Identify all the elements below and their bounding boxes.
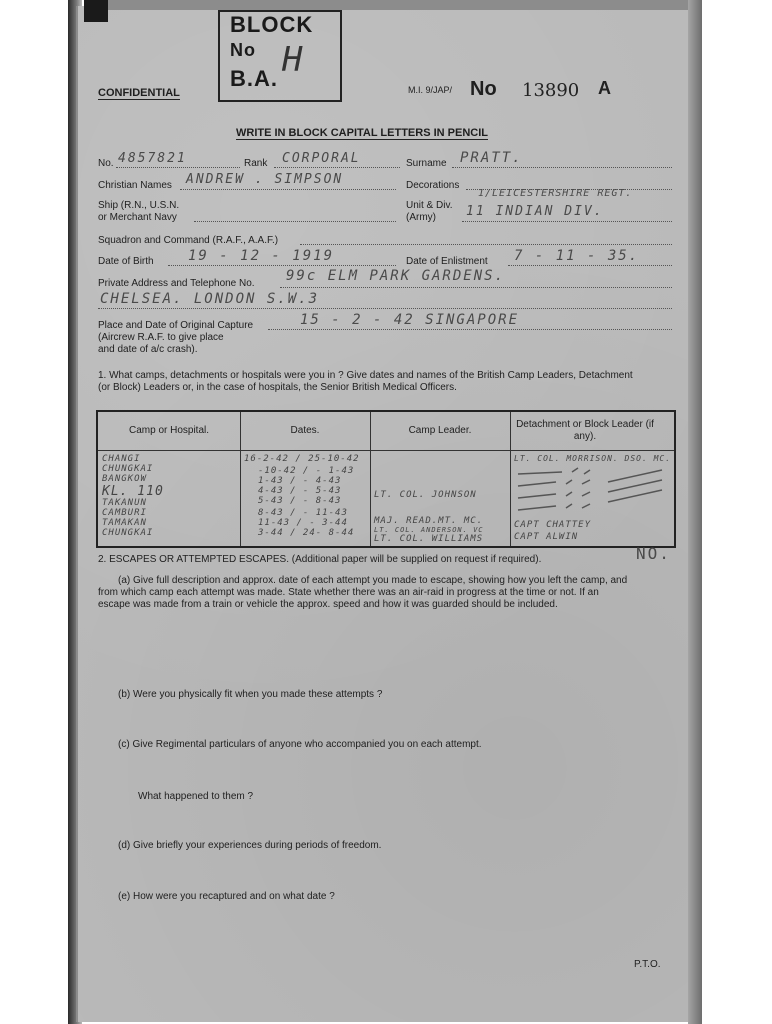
table-cell-dates: 1-43 / - 4-43 — [258, 476, 342, 486]
table-cell-camp: TAKANUN — [102, 498, 147, 508]
address-label: Private Address and Telephone No. — [98, 278, 255, 289]
mi-reference: M.I. 9/JAP/ — [408, 85, 453, 95]
question2c: (c) Give Regimental particulars of anyone who accompanied you on each attempt. — [118, 739, 482, 750]
stamp-block-text: BLOCK — [230, 12, 314, 37]
table-cell-camp: KL. 110 — [102, 484, 164, 499]
form-number: 13890 — [522, 80, 580, 101]
question2b: (b) Were you physically fit when you made these attempts ? — [118, 689, 383, 700]
pto-label: P.T.O. — [634, 959, 661, 970]
table-cell-camp: CAMBURI — [102, 508, 147, 518]
unit-value-1: 1/LEICESTERSHIRE REGT. — [478, 188, 633, 199]
question2d: (d) Give briefly your experiences during periods of freedom. — [118, 840, 382, 851]
question2e: (e) How were you recaptured and on what date ? — [118, 891, 335, 902]
surname-value: PRATT. — [460, 150, 523, 166]
table-cell-leader: LT. COL. ANDERSON. VC — [374, 526, 484, 534]
table-cell-detachment: CAPT ALWIN — [514, 532, 579, 542]
table-header-leader: Camp Leader. — [370, 412, 511, 450]
question2-heading: 2. ESCAPES OR ATTEMPTED ESCAPES. (Additional paper will be supplied on request if required). — [98, 554, 542, 565]
table-cell-camp: TAMAKAN — [102, 518, 147, 528]
christian-names-label: Christian Names — [98, 180, 172, 191]
dob-value: 19 - 12 - 1919 — [188, 248, 335, 264]
confidential-label: CONFIDENTIAL — [98, 87, 180, 99]
unit-label-2: (Army) — [406, 212, 436, 223]
christian-names-value: ANDREW . SIMPSON — [186, 172, 344, 187]
table-cell-leader: LT. COL. JOHNSON — [374, 490, 477, 500]
table-header-detachment: Detachment or Block Leader (if any). — [516, 419, 654, 442]
question2a-line3: escape was made from a train or vehicle the approx. speed and how it was guarded should be included. — [98, 599, 558, 610]
table-cell-leader: MAJ. READ.MT. MC. — [374, 516, 484, 526]
capture-label-1: Place and Date of Original Capture — [98, 320, 254, 331]
table-header-camp: Camp or Hospital. — [98, 412, 241, 450]
rank-label: Rank — [244, 158, 268, 169]
handwritten-dittos — [512, 466, 670, 516]
table-cell-dates: 16-2-42 / 25-10-42 — [244, 454, 360, 464]
camps-table — [96, 410, 676, 548]
table-cell-dates: 5-43 / - 8-43 — [258, 496, 342, 506]
dob-label: Date of Birth — [98, 256, 154, 267]
no-label: No. — [98, 158, 114, 169]
squadron-label: Squadron and Command (R.A.F., A.A.F.) — [98, 235, 279, 246]
scan-corner — [84, 0, 108, 22]
enlistment-label: Date of Enlistment — [406, 256, 488, 267]
table-cell-detachment: CAPT CHATTEY — [514, 520, 592, 530]
paper-top-edge — [90, 0, 700, 10]
capture-label-3: and date of a/c crash). — [98, 344, 198, 355]
form-suffix: A — [598, 78, 611, 98]
stamp-ba-text: B.A. — [230, 66, 278, 91]
table-cell-camp: CHANGI — [102, 454, 141, 464]
question1-line1: 1. What camps, detachments or hospitals were you in ? Give dates and names of the British Camp Leaders, Detachment — [98, 370, 633, 381]
question1-line2: (or Block) Leaders or, in the case of hospitals, the Senior British Medical Officers. — [98, 382, 457, 393]
capture-label-2: (Aircrew R.A.F. to give place — [98, 332, 224, 343]
table-cell-dates: -10-42 / - 1-43 — [258, 466, 355, 476]
decorations-label: Decorations — [406, 180, 460, 191]
address-value-1: 99c ELM PARK GARDENS. — [286, 268, 506, 284]
enlistment-value: 7 - 11 - 35. — [514, 248, 640, 264]
question2c-sub: What happened to them ? — [138, 791, 254, 802]
number-label: No — [470, 78, 497, 100]
stamp-no-text: No — [230, 40, 256, 60]
table-cell-dates: 3-44 / 24- 8-44 — [258, 528, 355, 538]
table-cell-camp: CHUNGKAI — [102, 528, 154, 538]
surname-label: Surname — [406, 158, 447, 169]
table-cell-dates: 11-43 / - 3-44 — [258, 518, 348, 528]
no-value: 4857821 — [118, 151, 187, 166]
address-value-2: CHELSEA. LONDON S.W.3 — [100, 291, 320, 307]
table-cell-detachment: LT. COL. MORRISON. DSO. MC. — [514, 454, 672, 463]
instruction-heading: WRITE IN BLOCK CAPITAL LETTERS IN PENCIL — [236, 127, 488, 139]
question2-answer: NO. — [636, 544, 671, 563]
question2a-line2: from which camp each attempt was made. State whether there was an air-raid in progress at the time or not. If an — [98, 587, 599, 598]
rank-value: CORPORAL — [282, 151, 361, 166]
table-cell-leader: LT. COL. WILLIAMS — [374, 534, 484, 544]
ship-label-1: Ship (R.N., U.S.N. — [98, 200, 180, 211]
paper-right-edge — [688, 0, 702, 1024]
ship-label-2: or Merchant Navy — [98, 212, 177, 223]
table-cell-dates: 4-43 / - 5-43 — [258, 486, 342, 496]
question2a-line1: (a) Give full description and approx. date of each attempt you made to escape, showing how you left the camp, and — [118, 575, 628, 586]
table-cell-camp: CHUNGKAI — [102, 464, 154, 474]
unit-label-1: Unit & Div. — [406, 200, 453, 211]
table-cell-dates: 8-43 / - 11-43 — [258, 508, 348, 518]
capture-value: 15 - 2 - 42 SINGAPORE — [300, 312, 520, 328]
stamp-handwritten-mark: H — [282, 40, 305, 80]
unit-value-2: 11 INDIAN DIV. — [466, 204, 604, 219]
table-cell-camp: BANGKOW — [102, 474, 147, 484]
table-header-dates: Dates. — [240, 412, 371, 450]
